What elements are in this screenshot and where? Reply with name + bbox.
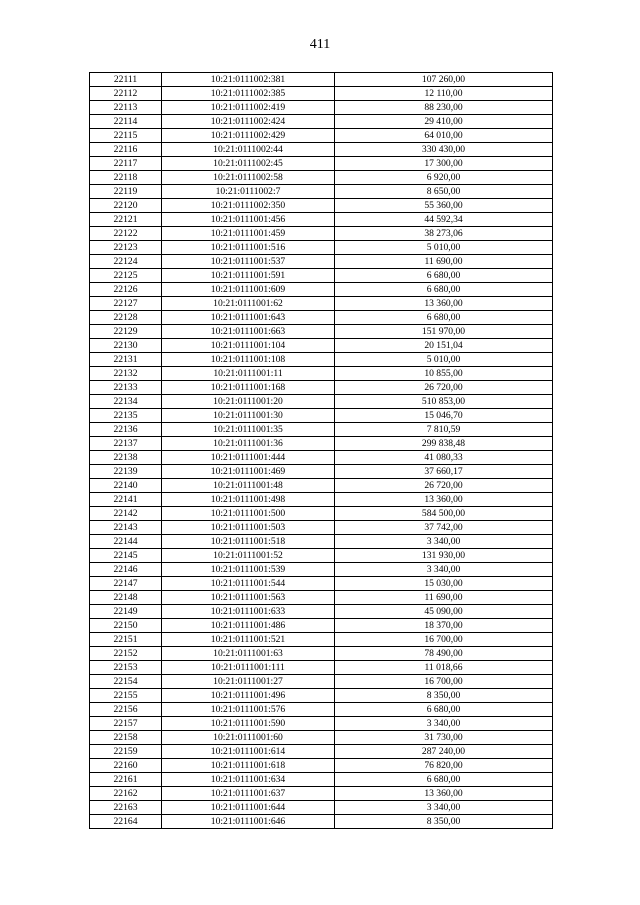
cadastral-number: 10:21:0111002:385 — [162, 87, 335, 101]
row-number: 22157 — [90, 717, 162, 731]
row-number: 22162 — [90, 787, 162, 801]
cadastral-value: 31 730,00 — [335, 731, 553, 745]
cadastral-number: 10:21:0111001:618 — [162, 759, 335, 773]
table-row — [90, 339, 553, 353]
table-row — [90, 297, 553, 311]
cadastral-value: 10 855,00 — [335, 367, 553, 381]
cadastral-value: 15 030,00 — [335, 577, 553, 591]
table-row — [90, 801, 553, 815]
table-row — [90, 269, 553, 283]
row-number: 22122 — [90, 227, 162, 241]
cadastral-number: 10:21:0111001:563 — [162, 591, 335, 605]
row-number: 22118 — [90, 171, 162, 185]
cadastral-number: 10:21:0111002:45 — [162, 157, 335, 171]
row-number: 22159 — [90, 745, 162, 759]
cadastral-value: 330 430,00 — [335, 143, 553, 157]
cadastral-number: 10:21:0111001:52 — [162, 549, 335, 563]
cadastral-value: 38 273,06 — [335, 227, 553, 241]
row-number: 22161 — [90, 773, 162, 787]
cadastral-value: 37 660,17 — [335, 465, 553, 479]
table-row — [90, 171, 553, 185]
cadastral-value: 8 350,00 — [335, 815, 553, 829]
row-number: 22123 — [90, 241, 162, 255]
row-number: 22128 — [90, 311, 162, 325]
row-number: 22153 — [90, 661, 162, 675]
table-row — [90, 451, 553, 465]
row-number: 22136 — [90, 423, 162, 437]
table-row — [90, 325, 553, 339]
cadastral-number: 10:21:0111001:36 — [162, 437, 335, 451]
table-row — [90, 507, 553, 521]
row-number: 22132 — [90, 367, 162, 381]
row-number: 22137 — [90, 437, 162, 451]
table-row — [90, 87, 553, 101]
table-row — [90, 717, 553, 731]
table-row — [90, 73, 553, 87]
cadastral-number: 10:21:0111001:643 — [162, 311, 335, 325]
cadastral-number: 10:21:0111001:590 — [162, 717, 335, 731]
table-row — [90, 647, 553, 661]
row-number: 22139 — [90, 465, 162, 479]
cadastral-number: 10:21:0111002:350 — [162, 199, 335, 213]
cadastral-number: 10:21:0111001:104 — [162, 339, 335, 353]
cadastral-number: 10:21:0111001:644 — [162, 801, 335, 815]
row-number: 22130 — [90, 339, 162, 353]
row-number: 22113 — [90, 101, 162, 115]
table-row — [90, 787, 553, 801]
cadastral-value: 18 370,00 — [335, 619, 553, 633]
cadastral-number: 10:21:0111002:381 — [162, 73, 335, 87]
cadastral-value: 5 010,00 — [335, 353, 553, 367]
row-number: 22144 — [90, 535, 162, 549]
table-row — [90, 199, 553, 213]
table-row — [90, 731, 553, 745]
cadastral-value: 55 360,00 — [335, 199, 553, 213]
cadastral-value: 11 018,66 — [335, 661, 553, 675]
table-row — [90, 381, 553, 395]
cadastral-number: 10:21:0111001:591 — [162, 269, 335, 283]
row-number: 22155 — [90, 689, 162, 703]
row-number: 22112 — [90, 87, 162, 101]
table-row — [90, 773, 553, 787]
cadastral-value: 20 151,04 — [335, 339, 553, 353]
row-number: 22115 — [90, 129, 162, 143]
table-row — [90, 563, 553, 577]
row-number: 22163 — [90, 801, 162, 815]
cadastral-number: 10:21:0111001:168 — [162, 381, 335, 395]
cadastral-value: 107 260,00 — [335, 73, 553, 87]
row-number: 22145 — [90, 549, 162, 563]
table-row — [90, 255, 553, 269]
cadastral-number: 10:21:0111001:537 — [162, 255, 335, 269]
cadastral-number: 10:21:0111001:469 — [162, 465, 335, 479]
row-number: 22148 — [90, 591, 162, 605]
cadastral-number: 10:21:0111001:637 — [162, 787, 335, 801]
cadastral-value: 6 920,00 — [335, 171, 553, 185]
cadastral-number: 10:21:0111001:500 — [162, 507, 335, 521]
row-number: 22154 — [90, 675, 162, 689]
cadastral-value: 12 110,00 — [335, 87, 553, 101]
table-row — [90, 227, 553, 241]
cadastral-value: 7 810,59 — [335, 423, 553, 437]
cadastral-value: 299 838,48 — [335, 437, 553, 451]
table-row — [90, 395, 553, 409]
cadastral-value: 37 742,00 — [335, 521, 553, 535]
cadastral-value: 6 680,00 — [335, 773, 553, 787]
cadastral-number: 10:21:0111001:518 — [162, 535, 335, 549]
table-row — [90, 353, 553, 367]
row-number: 22124 — [90, 255, 162, 269]
cadastral-number: 10:21:0111001:35 — [162, 423, 335, 437]
table-row — [90, 619, 553, 633]
table-row — [90, 115, 553, 129]
table-row — [90, 157, 553, 171]
table-row — [90, 605, 553, 619]
cadastral-value: 44 592,34 — [335, 213, 553, 227]
cadastral-number: 10:21:0111001:48 — [162, 479, 335, 493]
table-row — [90, 591, 553, 605]
cadastral-value: 584 500,00 — [335, 507, 553, 521]
cadastral-value: 131 930,00 — [335, 549, 553, 563]
table-row — [90, 759, 553, 773]
row-number: 22125 — [90, 269, 162, 283]
table-row — [90, 577, 553, 591]
table-row — [90, 745, 553, 759]
row-number: 22150 — [90, 619, 162, 633]
table-row — [90, 367, 553, 381]
table-row — [90, 311, 553, 325]
table-row — [90, 535, 553, 549]
cadastral-value: 11 690,00 — [335, 591, 553, 605]
cadastral-number: 10:21:0111002:7 — [162, 185, 335, 199]
cadastral-number: 10:21:0111001:634 — [162, 773, 335, 787]
cadastral-number: 10:21:0111001:20 — [162, 395, 335, 409]
cadastral-value: 13 360,00 — [335, 787, 553, 801]
cadastral-value: 3 340,00 — [335, 535, 553, 549]
cadastral-value: 6 680,00 — [335, 703, 553, 717]
table-row — [90, 493, 553, 507]
table-row — [90, 703, 553, 717]
row-number: 22143 — [90, 521, 162, 535]
table-row — [90, 213, 553, 227]
cadastral-table — [89, 72, 553, 829]
table-row — [90, 479, 553, 493]
cadastral-value: 11 690,00 — [335, 255, 553, 269]
cadastral-number: 10:21:0111001:456 — [162, 213, 335, 227]
row-number: 22119 — [90, 185, 162, 199]
cadastral-value: 6 680,00 — [335, 311, 553, 325]
cadastral-value: 3 340,00 — [335, 801, 553, 815]
cadastral-value: 3 340,00 — [335, 563, 553, 577]
row-number: 22135 — [90, 409, 162, 423]
table-row — [90, 689, 553, 703]
table-row — [90, 423, 553, 437]
row-number: 22158 — [90, 731, 162, 745]
cadastral-value: 64 010,00 — [335, 129, 553, 143]
row-number: 22134 — [90, 395, 162, 409]
cadastral-number: 10:21:0111001:633 — [162, 605, 335, 619]
cadastral-value: 6 680,00 — [335, 283, 553, 297]
row-number: 22111 — [90, 73, 162, 87]
row-number: 22147 — [90, 577, 162, 591]
cadastral-number: 10:21:0111001:444 — [162, 451, 335, 465]
cadastral-number: 10:21:0111001:63 — [162, 647, 335, 661]
cadastral-value: 88 230,00 — [335, 101, 553, 115]
table-row — [90, 521, 553, 535]
cadastral-number: 10:21:0111001:30 — [162, 409, 335, 423]
cadastral-value: 15 046,70 — [335, 409, 553, 423]
cadastral-number: 10:21:0111001:503 — [162, 521, 335, 535]
cadastral-number: 10:21:0111001:60 — [162, 731, 335, 745]
table-row — [90, 815, 553, 829]
cadastral-number: 10:21:0111001:108 — [162, 353, 335, 367]
table-row — [90, 409, 553, 423]
table-row — [90, 101, 553, 115]
row-number: 22126 — [90, 283, 162, 297]
cadastral-number: 10:21:0111001:544 — [162, 577, 335, 591]
row-number: 22120 — [90, 199, 162, 213]
table-body — [90, 73, 553, 829]
cadastral-number: 10:21:0111001:498 — [162, 493, 335, 507]
cadastral-value: 78 490,00 — [335, 647, 553, 661]
cadastral-number: 10:21:0111002:419 — [162, 101, 335, 115]
cadastral-number: 10:21:0111001:62 — [162, 297, 335, 311]
table-row — [90, 661, 553, 675]
cadastral-number: 10:21:0111001:539 — [162, 563, 335, 577]
cadastral-number: 10:21:0111001:486 — [162, 619, 335, 633]
cadastral-value: 17 300,00 — [335, 157, 553, 171]
cadastral-value: 13 360,00 — [335, 297, 553, 311]
cadastral-number: 10:21:0111001:609 — [162, 283, 335, 297]
cadastral-number: 10:21:0111002:424 — [162, 115, 335, 129]
cadastral-number: 10:21:0111001:646 — [162, 815, 335, 829]
cadastral-value: 41 080,33 — [335, 451, 553, 465]
row-number: 22131 — [90, 353, 162, 367]
cadastral-number: 10:21:0111001:576 — [162, 703, 335, 717]
cadastral-value: 16 700,00 — [335, 675, 553, 689]
cadastral-number: 10:21:0111001:614 — [162, 745, 335, 759]
cadastral-number: 10:21:0111001:663 — [162, 325, 335, 339]
page-number: 411 — [309, 37, 331, 52]
cadastral-value: 13 360,00 — [335, 493, 553, 507]
row-number: 22146 — [90, 563, 162, 577]
row-number: 22156 — [90, 703, 162, 717]
row-number: 22164 — [90, 815, 162, 829]
row-number: 22133 — [90, 381, 162, 395]
cadastral-number: 10:21:0111001:496 — [162, 689, 335, 703]
table-row — [90, 549, 553, 563]
cadastral-value: 29 410,00 — [335, 115, 553, 129]
cadastral-value: 26 720,00 — [335, 479, 553, 493]
cadastral-number: 10:21:0111001:111 — [162, 661, 335, 675]
cadastral-value: 8 650,00 — [335, 185, 553, 199]
cadastral-number: 10:21:0111001:516 — [162, 241, 335, 255]
table-row — [90, 437, 553, 451]
table-row — [90, 185, 553, 199]
row-number: 22140 — [90, 479, 162, 493]
table-row — [90, 675, 553, 689]
cadastral-value: 45 090,00 — [335, 605, 553, 619]
row-number: 22149 — [90, 605, 162, 619]
row-number: 22152 — [90, 647, 162, 661]
cadastral-value: 510 853,00 — [335, 395, 553, 409]
cadastral-value: 16 700,00 — [335, 633, 553, 647]
cadastral-value: 76 820,00 — [335, 759, 553, 773]
table-row — [90, 241, 553, 255]
row-number: 22117 — [90, 157, 162, 171]
cadastral-number: 10:21:0111001:521 — [162, 633, 335, 647]
row-number: 22138 — [90, 451, 162, 465]
row-number: 22151 — [90, 633, 162, 647]
table-row — [90, 633, 553, 647]
cadastral-number: 10:21:0111002:58 — [162, 171, 335, 185]
row-number: 22121 — [90, 213, 162, 227]
table-row — [90, 283, 553, 297]
cadastral-value: 6 680,00 — [335, 269, 553, 283]
row-number: 22142 — [90, 507, 162, 521]
row-number: 22114 — [90, 115, 162, 129]
cadastral-value: 5 010,00 — [335, 241, 553, 255]
table-row — [90, 129, 553, 143]
cadastral-number: 10:21:0111002:44 — [162, 143, 335, 157]
cadastral-value: 26 720,00 — [335, 381, 553, 395]
cadastral-value: 287 240,00 — [335, 745, 553, 759]
table-row — [90, 143, 553, 157]
cadastral-value: 3 340,00 — [335, 717, 553, 731]
row-number: 22141 — [90, 493, 162, 507]
cadastral-number: 10:21:0111001:459 — [162, 227, 335, 241]
row-number: 22116 — [90, 143, 162, 157]
cadastral-number: 10:21:0111001:27 — [162, 675, 335, 689]
cadastral-value: 8 350,00 — [335, 689, 553, 703]
row-number: 22127 — [90, 297, 162, 311]
table-row — [90, 465, 553, 479]
row-number: 22160 — [90, 759, 162, 773]
cadastral-number: 10:21:0111002:429 — [162, 129, 335, 143]
cadastral-value: 151 970,00 — [335, 325, 553, 339]
row-number: 22129 — [90, 325, 162, 339]
cadastral-number: 10:21:0111001:11 — [162, 367, 335, 381]
